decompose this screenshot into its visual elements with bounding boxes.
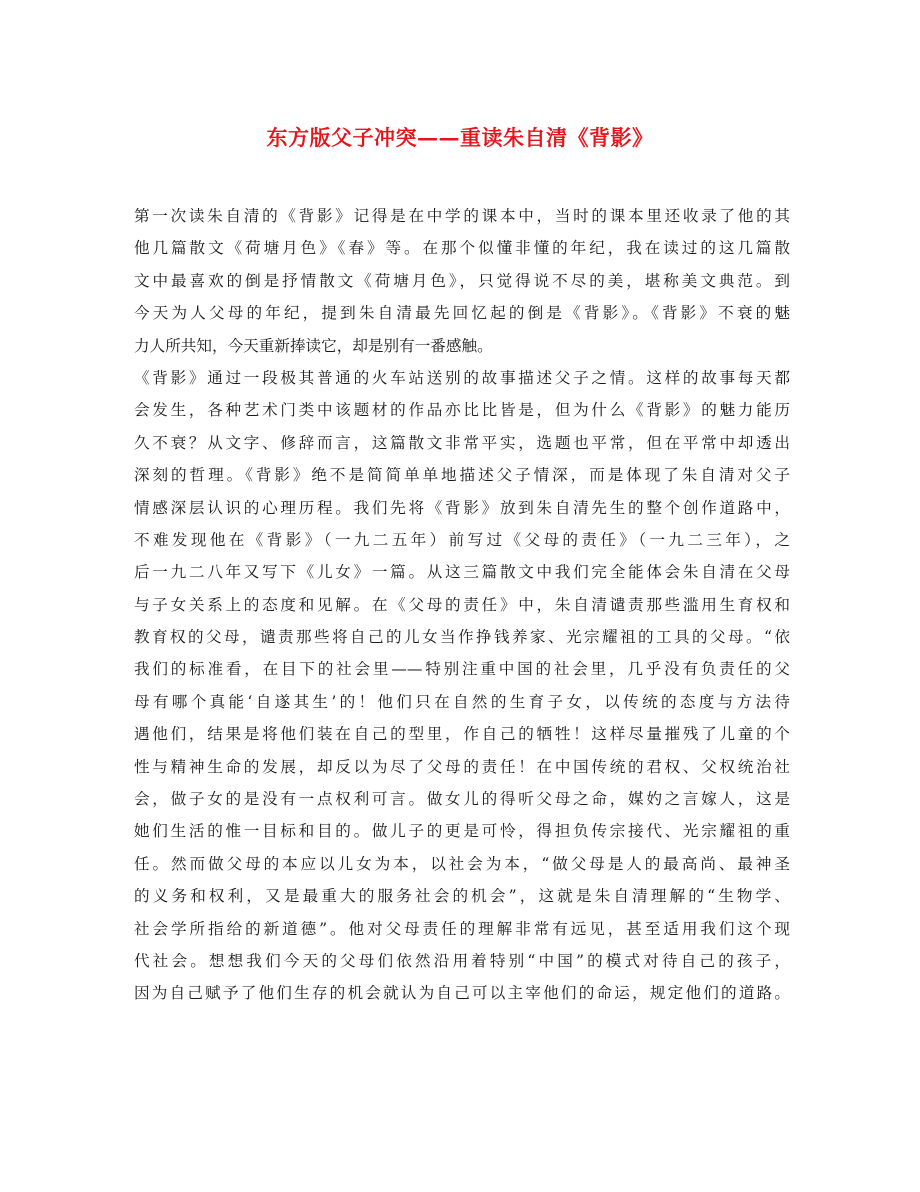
text-line: 母有哪个真能‘自遂其生’的！他们只在自然的生育子女，以传统的态度与方法待	[134, 692, 790, 711]
text-line: 《背影》通过一段极其普通的火车站送别的故事描述父子之情。这样的故事每天都	[134, 368, 790, 387]
text-line: 深刻的哲理。《背影》绝不是简简单单地描述父子情深，而是体现了朱自清对父子	[134, 466, 790, 485]
text-line: 会，做子女的是没有一点权利可言。做女儿的得听父母之命，媒妁之言嫁人，这是	[134, 790, 790, 809]
text-line: 代社会。想想我们今天的父母们依然沿用着特别“中国”的模式对待自己的孩子，	[134, 951, 790, 970]
text-line: 今天为人父母的年纪，提到朱自清最先回忆起的倒是《背影》。《背影》不衰的魅	[134, 304, 790, 323]
text-line: 的义务和权利，又是最重大的服务社会的机会”，这就是朱自清理解的“生物学、	[134, 887, 790, 906]
text-line: 情感深层认识的心理历程。我们先将《背影》放到朱自清先生的整个创作道路中，	[134, 498, 790, 517]
text-line: 因为自己赋予了他们生存的机会就认为自己可以主宰他们的命运，规定他们的道路。	[134, 984, 790, 1003]
text-line: 她们生活的惟一目标和目的。做儿子的更是可怜，得担负传宗接代、光宗耀祖的重	[134, 822, 790, 841]
document-body	[134, 200, 790, 1010]
text-line: 力人所共知，今天重新捧读它，却是别有一番感触。	[134, 336, 493, 355]
text-line: 与子女关系上的态度和见解。在《父母的责任》中，朱自清谴责那些滥用生育权和	[134, 595, 790, 614]
text-line: 性与精神生命的发展，却反以为尽了父母的责任！在中国传统的君权、父权统治社	[134, 757, 790, 776]
text-line: 第一次读朱自清的《背影》记得是在中学的课本中，当时的课本里还收录了他的其	[134, 207, 790, 225]
text-line: 遇他们，结果是将他们装在自己的型里，作自己的牺牲！这样尽量摧残了儿童的个	[134, 725, 790, 744]
text-line: 文中最喜欢的倒是抒情散文《荷塘月色》，只觉得说不尽的美，堪称美文典范。到	[134, 271, 790, 290]
text-line: 教育权的父母，谴责那些将自己的儿女当作挣钱养家、光宗耀祖的工具的父母。“依	[134, 628, 790, 647]
document-title: 东方版父子冲突——重读朱自清《背影》	[266, 125, 654, 150]
text-line: 会发生，各种艺术门类中该题材的作品亦比比皆是，但为什么《背影》的魅力能历	[134, 401, 790, 420]
text-line: 我们的标准看，在目下的社会里——特别注重中国的社会里，几乎没有负责任的父	[134, 660, 790, 679]
text-line: 他几篇散文《荷塘月色》《春》等。在那个似懂非懂的年纪，我在读过的这几篇散	[134, 239, 790, 258]
text-line: 社会学所指给的新道德”。他对父母责任的理解非常有远见，甚至适用我们这个现	[134, 919, 790, 938]
text-line: 久不衰？从文字、修辞而言，这篇散文非常平实，选题也平常，但在平常中却透出	[134, 433, 790, 452]
text-line: 后一九二八年又写下《儿女》一篇。从这三篇散文中我们完全能体会朱自清在父母	[134, 563, 790, 582]
text-line: 任。然而做父母的本应以儿女为本，以社会为本，“做父母是人的最高尚、最神圣	[134, 854, 790, 873]
text-line: 不难发现他在《背影》（一九二五年）前写过《父母的责任》（一九二三年），之	[134, 530, 790, 549]
